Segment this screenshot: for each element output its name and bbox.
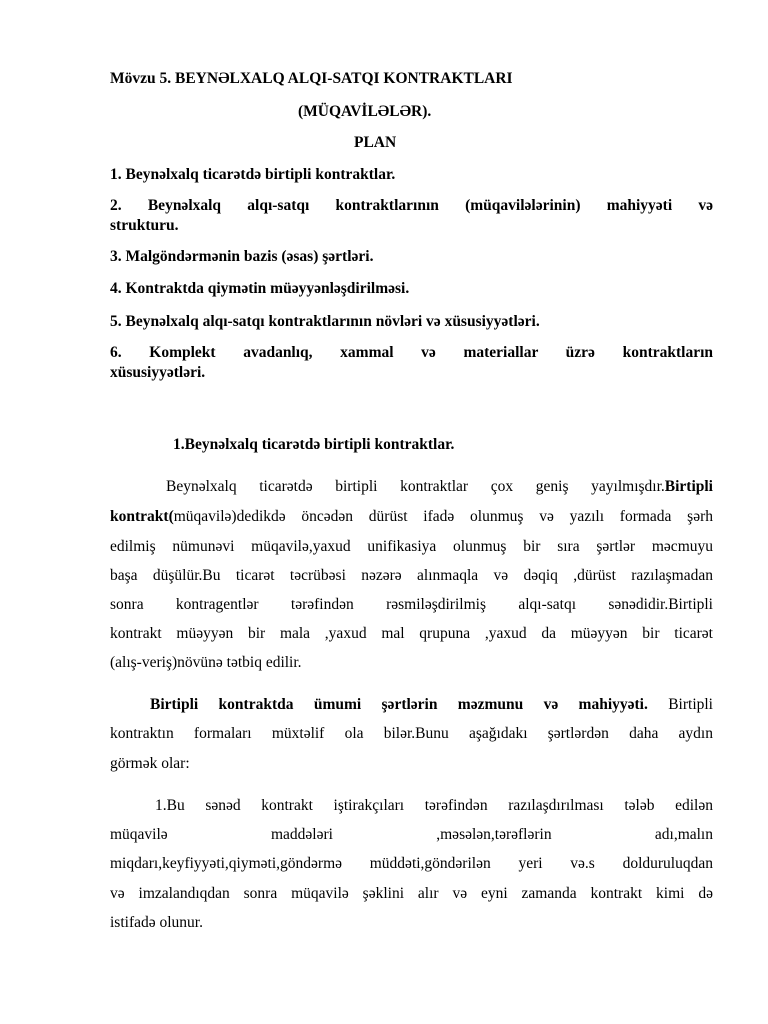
paragraph-1-line-7: (alış-veriş)növünə tətbiq edilir. — [110, 654, 302, 671]
paragraph-1-line-4: başa düşülür.Bu ticarət təcrübəsi nəzərə alınmaqla və dəqiq ,dürüst razılaşmadan — [110, 567, 713, 584]
topic-subtitle: (MÜQAVİLƏLƏR). — [298, 103, 432, 120]
section-heading: 1.Beynəlxalq ticarətdə birtipli kontraktlar. — [173, 436, 455, 453]
term-birtipli: Birtipli — [664, 478, 713, 495]
paragraph-1-text: müqavilə)dedikdə öncədən dürüst ifadə olunmuş və yazılı formada şərh — [173, 508, 713, 525]
paragraph-3-line-5: istifadə olunur. — [110, 914, 203, 931]
plan-item-6: 6. Komplekt avadanlıq, xammal və materiallar üzrə kontraktların — [110, 344, 713, 361]
paragraph-2-line-1 — [150, 696, 713, 714]
plan-heading: PLAN — [354, 134, 397, 151]
topic-title: Mövzu 5. BEYNƏLXALQ ALQI-SATQI KONTRAKTLARI — [110, 70, 513, 87]
paragraph-2-line-3: görmək olar: — [110, 755, 190, 772]
paragraph-3-line-2: müqavilə maddələri ,məsələn,tərəflərin adı,malın — [110, 826, 713, 843]
paragraph-1-line-5: sonra kontragentlər tərəfindən rəsmiləşdirilmiş alqı-satqı sənədidir.Birtipli — [110, 596, 713, 613]
paragraph-3-line-1: 1.Bu sənəd kontrakt iştirakçıları tərəfindən razılaşdırılması tələb edilən — [155, 797, 713, 814]
paragraph-1-line-6: kontrakt müəyyən bir mala ,yaxud mal qrupuna ,yaxud da müəyyən bir ticarət — [110, 625, 713, 642]
plan-item-3: 3. Malgöndərmənin bazis (əsas) şərtləri. — [110, 248, 374, 265]
plan-item-1: 1. Beynəlxalq ticarətdə birtipli kontraktlar. — [110, 166, 396, 183]
plan-item-6-cont: xüsusiyyətləri. — [110, 364, 206, 381]
plan-item-4: 4. Kontraktda qiymətin müəyyənləşdirilməsi. — [110, 280, 410, 297]
term-kontrakt: kontrakt( — [110, 508, 174, 525]
paragraph-1-line-2 — [110, 508, 713, 526]
subheading-bold: Birtipli kontraktda ümumi şərtlərin məzmunu və mahiyyəti. — [150, 696, 648, 713]
plan-item-2: 2. Beynəlxalq alqı-satqı kontraktlarının (müqavilələrinin) mahiyyəti və — [110, 197, 713, 214]
paragraph-3-line-4: və imzalandıqdan sonra müqavilə şəklini alır və eyni zamanda kontrakt kimi də — [110, 885, 713, 902]
paragraph-3-line-3: miqdarı,keyfiyyəti,qiyməti,göndərmə müddəti,göndərilən yeri və.s dolduruluqdan — [110, 855, 713, 872]
plan-item-2-cont: strukturu. — [110, 217, 179, 234]
paragraph-1-line-3: edilmiş nümunəvi müqavilə,yaxud unifikasiya olunmuş bir sıra şərtlər məcmuyu — [110, 538, 713, 555]
paragraph-2-text: Birtipli — [668, 696, 713, 713]
paragraph-1-text: Beynəlxalq ticarətdə birtipli kontraktlar çox geniş yayılmışdır. — [166, 478, 665, 495]
paragraph-1-line-1 — [166, 478, 713, 496]
paragraph-2-line-2: kontraktın formaları müxtəlif ola bilər.Bunu aşağıdakı şərtlərdən daha aydın — [110, 725, 713, 742]
plan-item-5: 5. Beynəlxalq alqı-satqı kontraktlarının növləri və xüsusiyyətləri. — [110, 313, 540, 330]
